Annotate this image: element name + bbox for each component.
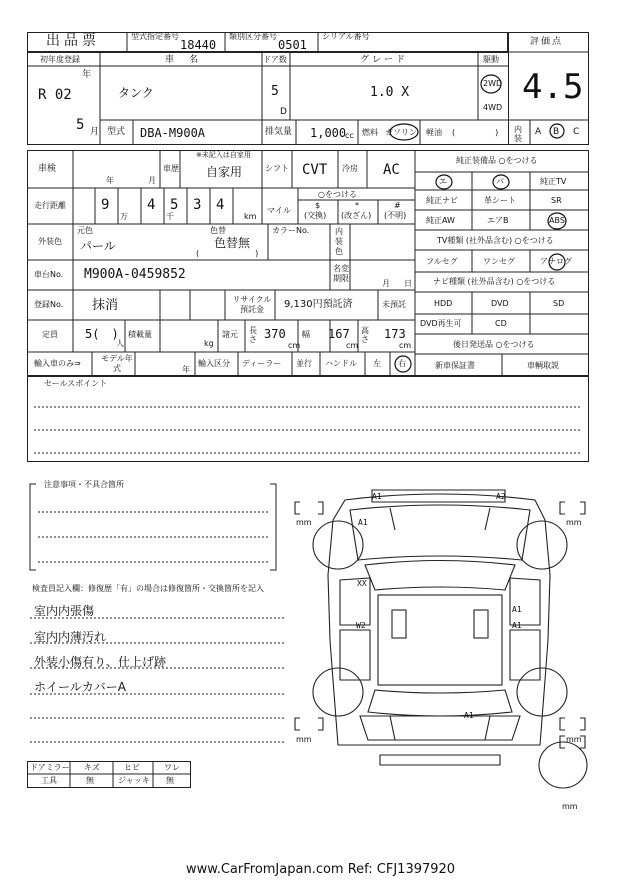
grade-score: 4.5 [522,67,584,107]
mm-front-right: mm [566,518,582,527]
car-diagram [295,490,587,788]
navi-title: ナビ種類 (社外品含む) ○をつける [433,277,556,286]
mileage-digit-3: 5 [170,197,179,213]
mm-rear-left: mm [296,735,312,744]
mileage-tsukeru: ○をつける [318,190,357,199]
mileage-digit-1: 9 [101,197,110,213]
displacement-unit: cc [345,131,354,140]
mark-door-front-left: XX [357,579,367,588]
length-label: 長さ [249,326,257,344]
height-label: 高さ [361,326,369,344]
car-name: タンク [118,86,154,100]
registration: 抹消 [92,298,119,313]
paint-label: 色替 [210,226,226,235]
name-change-label: 名変期限 [333,264,349,283]
sales-point-label: セールスポイント [44,379,108,388]
model-year-unit: 年 [182,365,190,374]
name-change-month: 月 [382,279,390,288]
equip-r1-3: 純正TV [540,177,567,186]
mark-door-rear-right: A1 [512,621,522,630]
doors-d: D [280,107,287,117]
equip-r2-2: 革シート [484,196,516,205]
tv-one: ワンセグ [483,257,515,266]
footer-h-2: キズ [84,763,100,772]
grade-name-label: グレード [360,55,409,65]
inspector-line-4: ホイールカバーA [34,680,126,694]
interior-a: A [535,127,542,137]
type-number-label: 型式指定番号 [131,32,179,41]
handle-label: ハンドル [325,359,357,368]
history: 自家用 [206,165,243,179]
recycle-label: リサイクル預託金 [232,295,272,314]
width-label: 幅 [302,330,310,339]
footer-h-3: ヒビ [124,763,140,772]
mark-rear: A1 [464,711,474,720]
original-color-label: 元色 [77,226,93,235]
footer-r-1: 工具 [41,776,57,785]
footer-h-1: ドアミラー [30,763,70,772]
equip-r1-2: パ [496,177,504,186]
inspector-line-1: 室内内張傷 [34,604,95,618]
post-title: 後日発送品 ○をつける [453,340,535,349]
width: 167 [328,327,350,341]
drive-label: 駆動 [483,55,499,64]
mileage-digit-4: 3 [193,197,202,213]
doors-label: ドア数 [263,55,287,64]
mark-door-front-right: A1 [512,605,522,614]
doors: 5 [271,84,279,99]
fuel: ガソリン [385,128,417,137]
interior-color-label: 内装色 [335,227,343,256]
original-color: パール [80,239,116,253]
drive-2wd: 2WD [483,79,503,88]
length-unit: cm [288,341,301,350]
inspector-label: 検査員記入欄：修復歴「有」の場合は修復箇所・交換箇所を記入 [32,584,264,593]
equip-r1-1: エ [439,177,447,186]
light-oil-label: 軽油 [426,128,442,137]
watermark: www.CarFromJapan.com Ref: CFJ1397920 [186,862,456,877]
width-unit: cm [346,341,359,350]
mileage-digit-5: 4 [216,197,225,213]
altered: (改ざん) [341,211,372,220]
registration-label: 登録No. [34,300,64,309]
inspector-line-2: 室内内薄汚れ [34,630,107,644]
month-unit: 月 [90,127,100,137]
class-number: 0501 [278,38,307,52]
mileage-label: 走行距離 [34,201,66,210]
interior-label: 内装 [514,125,522,143]
color-number-label: カラーNo. [272,226,310,235]
chassis-number: M900A-0459852 [84,267,186,282]
paint: 色替無 [214,236,251,250]
length: 370 [264,327,286,341]
cooling: AC [383,162,400,178]
car-name-label: 車 名 [165,55,202,65]
mm-front-left: mm [296,518,312,527]
equip-r2-3: SR [551,196,562,205]
mm-spare: mm [562,802,578,811]
mark-door-rear-left: W2 [356,621,366,630]
unknown: (不明) [384,211,407,220]
model-label: 型式 [107,127,126,137]
capacity-label: 定員 [42,330,58,339]
recycle-not-deposited: 未預託 [382,300,406,309]
fuel-label: 燃料 [362,128,378,137]
altered-sym: * [355,201,359,210]
handle-right: 右 [398,359,406,368]
load-unit: kg [204,339,214,348]
exchange: (交換) [304,211,327,220]
paint-paren: ( ) [196,249,259,258]
footer-r-4: 無 [166,776,174,785]
height-unit: cm [399,341,412,350]
shift-label: シフト [265,164,289,173]
navi-sd: SD [553,299,565,308]
displacement-label: 排気量 [265,127,293,137]
light-oil-paren: ( ) [452,128,499,137]
footer-r-3: ジャッキ [118,776,150,785]
mileage-digit-2: 4 [147,197,156,213]
tv-full: フルセグ [426,257,458,266]
first-reg-era: R 02 [38,87,72,103]
import-dealer: ディーラー [242,359,282,368]
mark-front-right: A2 [496,492,506,501]
first-reg-month: 5 [76,117,85,133]
type-number: 18440 [180,38,217,52]
history-label: 車歴 [163,164,179,173]
interior-b: B [553,127,560,137]
inspection-year: 年 [106,176,114,185]
name-change-day: 日 [404,279,412,288]
notes-label: 注意事項・不具合箇所 [44,480,124,489]
import-label: 輸入車のみ⇒ [34,359,81,368]
grade-name: 1.0 X [370,85,410,100]
color-label: 外装色 [38,237,62,246]
post-manual: 車輌取説 [527,361,559,370]
capacity: 5( ) [85,327,119,341]
inspector-line-3: 外装小傷有り、仕上げ跡 [34,655,167,669]
load-label: 積載量 [128,330,152,339]
equip-r2-1: 純正ナビ [426,196,458,205]
form-title: 出品票 [46,33,100,49]
mile-label: マイル [267,206,291,215]
navi-cd: CD [495,319,507,328]
model: DBA-M900A [140,126,206,140]
model-year-label: モデル年式 [101,354,133,373]
equipment-title: 純正装備品 ○をつける [456,156,538,165]
footer-r-2: 無 [86,776,94,785]
mileage-sen: 千 [166,212,174,221]
dims-label: 諸元 [222,330,238,339]
year-unit: 年 [82,70,92,80]
interior-c: C [573,127,580,137]
exchange-sym: $ [315,201,321,210]
history-note: ※未記入は自家用 [196,151,251,159]
handle-left: 左 [373,359,381,368]
height: 173 [384,327,406,341]
footer-h-4: ワレ [164,763,180,772]
displacement: 1,000 [310,126,347,140]
equip-r3-2: エアB [487,216,509,225]
chassis-label: 車台No. [34,270,64,279]
mark-front-bumper: A1 [372,492,382,501]
first-reg-label: 初年度登録 [40,55,80,64]
mileage-km: km [244,212,257,221]
tv-analog: アナログ [540,257,572,266]
import-class-label: 輸入区分 [198,359,230,368]
grade-score-label: 評価点 [530,37,564,47]
navi-dvd-play: DVD再生可 [420,319,462,328]
cooling-label: 冷房 [342,164,358,173]
capacity-unit: 人 [116,339,124,348]
mileage-man: 万 [120,212,128,221]
drive-4wd: 4WD [483,103,503,112]
tv-title: TV種類 (社外品含む) ○をつける [437,236,554,245]
serial-label: シリアル番号 [322,32,370,41]
post-warranty: 新車保証書 [435,361,475,370]
inspection-month: 月 [148,176,156,185]
inspection-label: 車検 [38,164,57,174]
class-number-label: 類別区分番号 [229,32,277,41]
unknown-sym: # [394,201,401,210]
shift: CVT [302,162,328,178]
navi-hdd: HDD [434,299,453,308]
equip-r3-3: ABS [549,216,565,225]
recycle-deposit: 9,130円預託済 [284,299,353,310]
import-parallel: 並行 [296,359,312,368]
mm-rear-right: mm [566,735,582,744]
equip-r3-1: 純正AW [426,216,455,225]
mark-front-fender-left: A1 [358,518,368,527]
navi-dvd: DVD [491,299,509,308]
